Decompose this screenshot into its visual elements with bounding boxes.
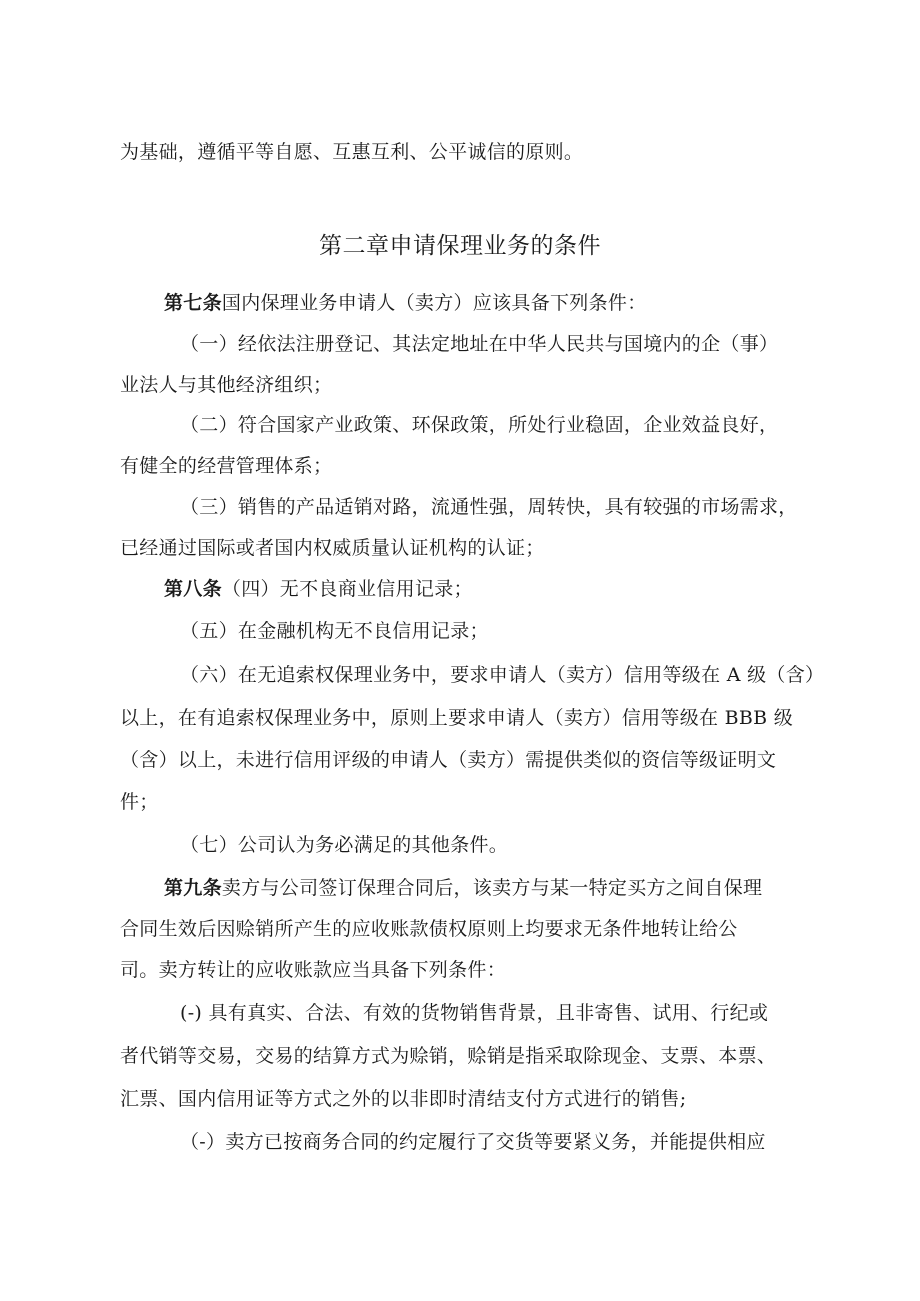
art9-line3: 司。卖方转让的应收账款应当具备下列条件： [120,959,507,981]
article-9-label: 第九条 [164,877,222,899]
art8-item6-line4: 件； [120,791,159,813]
art7-item1-line1: （一）经依法注册登记、其法定地址在中华人民共与国境内的企（事） [180,333,779,355]
article-9-paragraph [164,875,762,901]
article-8-text: （四）无不良商业信用记录； [221,578,473,600]
article-7-text: 国内保理业务申请人（卖方）应该具备下列条件： [221,292,647,314]
art8-item6-line3: （含）以上，未进行信用评级的申请人（卖方）需提供类似的资信等级证明文 [120,749,777,771]
article-8-paragraph [164,576,473,602]
art7-item3-line2: 已经通过国际或者国内权威质量认证机构的认证； [120,537,545,559]
article-9-line1: 卖方与公司签订保理合同后，该卖方与某一特定买方之间自保理 [221,877,763,899]
art9-line2: 合同生效后因赊销所产生的应收账款债权原则上均要求无条件地转让给公 [120,918,738,940]
art9-itemA-line3: 汇票、国内信用证等方式之外的以非即时清结支付方式进行的销售; [120,1088,687,1110]
art8-item7: （七）公司认为务必满足的其他条件。 [180,834,509,856]
art9-itemB: （-）卖方已按商务合同的约定履行了交货等要紧义务，并能提供相应 [180,1131,766,1153]
art7-item2-line2: 有健全的经营管理体系； [120,455,333,477]
art8-item6-line2: 以上，在有追索权保理业务中，原则上要求申请人（卖方）信用等级在 BBB 级 [120,707,794,729]
intro-continuation: 为基础，遵循平等自愿、互惠互利、公平诚信的原则。 [120,141,584,163]
art7-item3-line1: （三）销售的产品适销对路，流通性强，周转快，具有较强的市场需求， [180,496,798,518]
article-7-paragraph [164,290,647,316]
art9-itemA-line2: 者代销等交易，交易的结算方式为赊销，赊销是指采取除现金、支票、本票、 [120,1045,777,1067]
art7-item1-line2: 业法人与其他经济组织； [120,374,333,396]
chapter-heading: 第二章申请保理业务的条件 [319,233,601,259]
article-8-label: 第八条 [164,578,222,600]
art7-item2-line1: （二）符合国家产业政策、环保政策，所处行业稳固，企业效益良好， [180,414,779,436]
art8-item5: （五）在金融机构无不良信用记录； [180,620,489,642]
article-7-label: 第七条 [164,292,222,314]
art9-itemA-line1: (-) 具有真实、合法、有效的货物销售背景，且非寄售、试用、行纪或 [180,1002,769,1024]
art8-item6-line1: （六）在无追索权保理业务中，要求申请人（卖方）信用等级在 A 级（含） [180,664,825,686]
